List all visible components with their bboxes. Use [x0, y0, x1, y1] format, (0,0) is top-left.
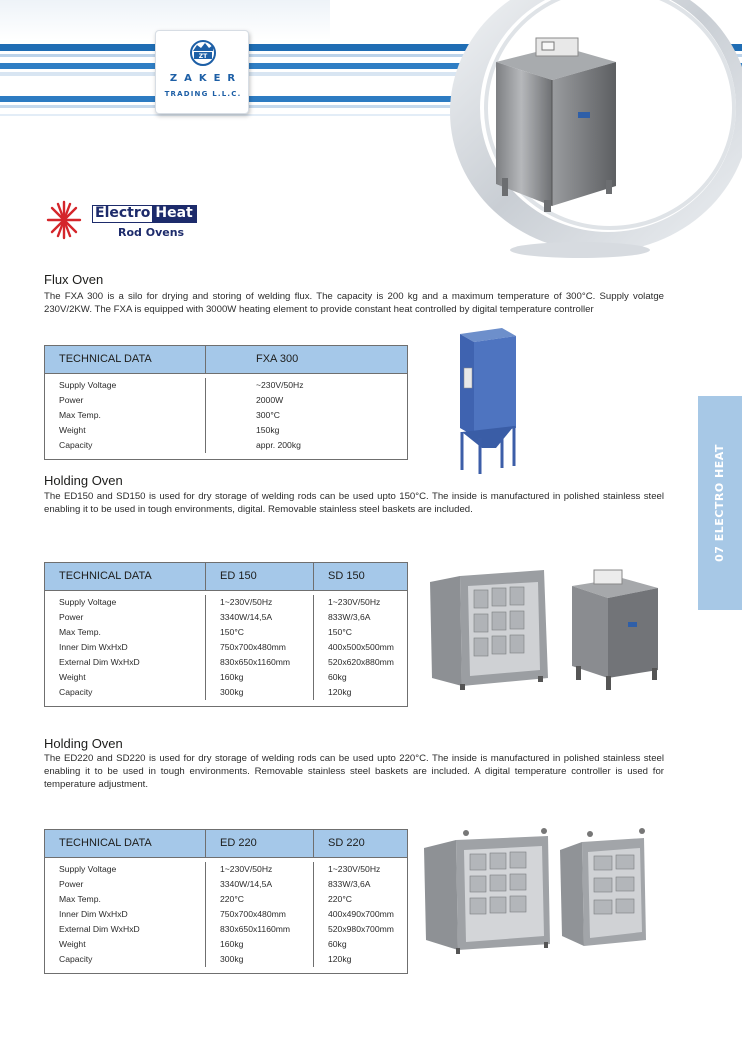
table-cell: 750x700x480mm	[220, 909, 286, 919]
table-cell: 3340W/14,5A	[220, 879, 273, 889]
table-cell: 150°C	[328, 627, 352, 637]
table-label: Capacity	[59, 440, 93, 450]
table-cell: 300kg	[220, 954, 244, 964]
table-cell: 1~230V/50Hz	[220, 864, 273, 874]
holding-oven-220-image	[422, 826, 662, 956]
table-value-column	[206, 595, 314, 700]
table-label: Inner Dim WxHxD	[59, 909, 128, 919]
table-cell: 833W/3,6A	[328, 612, 371, 622]
table-header	[45, 346, 407, 374]
table-label: Max Temp.	[59, 627, 101, 637]
table-cell: 150°C	[220, 627, 244, 637]
technical-data-table	[44, 345, 408, 460]
table-cell: 150kg	[256, 425, 280, 435]
table-cell: appr. 200kg	[256, 440, 301, 450]
table-cell: 1~230V/50Hz	[328, 597, 381, 607]
table-value-column	[314, 595, 407, 700]
table-cell: 750x700x480mm	[220, 642, 286, 652]
emblem-text: ZT	[198, 53, 208, 60]
table-cell: ~230V/50Hz	[256, 380, 304, 390]
table-cell: 1~230V/50Hz	[220, 597, 273, 607]
table-label: Power	[59, 612, 84, 622]
table-label: Max Temp.	[59, 894, 101, 904]
table-body	[45, 858, 407, 973]
table-cell: 830x650x1160mm	[220, 657, 291, 667]
chapter-label: 07 ELECTRO HEAT	[713, 444, 726, 562]
table-header-cell: SD 150	[328, 570, 365, 582]
table-label: Weight	[59, 939, 86, 949]
table-header-cell: ED 150	[206, 563, 314, 590]
section-description: The ED150 and SD150 is used for dry storage of welding rods can be used upto 150°C. The inside is manufactured in polished stainless steel enabling it to be used in tough environments, digital. Removable stainless steel baskets are included.	[44, 491, 664, 515]
table-cell: 300°C	[256, 410, 280, 420]
table-label: Supply Voltage	[59, 864, 117, 874]
snowflake-icon	[44, 198, 84, 242]
chapter-side-tab	[698, 396, 742, 610]
company-name: ZAKER	[169, 73, 243, 84]
table-cell: 160kg	[220, 672, 244, 682]
table-label: Supply Voltage	[59, 597, 117, 607]
table-label: Weight	[59, 425, 86, 435]
table-cell: 2000W	[256, 395, 284, 405]
brand-name-part1: Electro	[95, 205, 151, 221]
table-header	[45, 830, 407, 858]
table-cell: 400x500x500mm	[328, 642, 394, 652]
brand-wordmark	[92, 205, 197, 223]
brand-subtitle: Rod Ovens	[118, 226, 185, 239]
hero-oven-image	[440, 0, 742, 262]
holding-oven-150-image	[426, 566, 666, 696]
table-value-column	[206, 378, 407, 453]
table-cell: 120kg	[328, 687, 352, 697]
table-header-cell: TECHNICAL DATA	[45, 830, 206, 857]
table-label: Power	[59, 395, 84, 405]
company-subtitle: TRADING L.L.C.	[164, 90, 242, 98]
table-cell: 520x620x880mm	[328, 657, 394, 667]
table-body	[45, 591, 407, 706]
company-logo	[155, 30, 249, 114]
table-value-column	[314, 862, 407, 967]
table-label: Max Temp.	[59, 410, 101, 420]
table-header-cell: FXA 300	[256, 353, 299, 365]
section-description: The FXA 300 is a silo for drying and storing of welding flux. The capacity is 200 kg and a maximum temperature of 300°C. Supply volatge 230V/2KW. The FXA is equipped with 3000W heating element to provide constant heat controlled by digital temperature controller	[44, 291, 664, 315]
section-title: Holding Oven	[44, 736, 123, 751]
table-header	[45, 563, 407, 591]
table-label: Power	[59, 879, 84, 889]
table-cell: 833W/3,6A	[328, 879, 371, 889]
table-header-cell: TECHNICAL DATA	[45, 346, 206, 373]
table-cell: 60kg	[328, 672, 347, 682]
section-title: Flux Oven	[44, 272, 104, 287]
table-cell: 220°C	[328, 894, 352, 904]
brand-name-part2: Heat	[152, 206, 195, 222]
company-emblem-icon	[189, 39, 217, 67]
table-label: Supply Voltage	[59, 380, 117, 390]
table-cell: 1~230V/50Hz	[328, 864, 381, 874]
table-cell: 60kg	[328, 939, 347, 949]
table-label-column	[45, 378, 206, 453]
table-cell: 830x650x1160mm	[220, 924, 291, 934]
table-label: External Dim WxHxD	[59, 924, 140, 934]
table-cell: 400x490x700mm	[328, 909, 394, 919]
table-label: Capacity	[59, 687, 93, 697]
table-cell: 3340W/14,5A	[220, 612, 273, 622]
table-label-column	[45, 595, 206, 700]
table-cell: 160kg	[220, 939, 244, 949]
table-header-cell: SD 220	[328, 837, 365, 849]
table-cell: 220°C	[220, 894, 244, 904]
section-title: Holding Oven	[44, 473, 123, 488]
technical-data-table	[44, 829, 408, 974]
table-header-cell: TECHNICAL DATA	[45, 563, 206, 590]
technical-data-table	[44, 562, 408, 707]
table-cell: 300kg	[220, 687, 244, 697]
flux-oven-image	[452, 328, 524, 474]
electroheat-brand	[44, 198, 234, 246]
table-label-column	[45, 862, 206, 967]
section-description: The ED220 and SD220 is used for dry storage of welding rods can be used upto 220°C. The inside is manufactured in polished stainless steel enabling it to be used in tough environments. Removable stainless steel baskets are included. A digital temperature controller is used for temperature adjustment.	[44, 753, 664, 790]
table-label: Inner Dim WxHxD	[59, 642, 128, 652]
table-value-column	[206, 862, 314, 967]
table-header-cell: ED 220	[206, 830, 314, 857]
table-cell: 120kg	[328, 954, 352, 964]
table-label: Capacity	[59, 954, 93, 964]
table-label: Weight	[59, 672, 86, 682]
table-body	[45, 374, 407, 459]
table-cell: 520x980x700mm	[328, 924, 394, 934]
table-label: External Dim WxHxD	[59, 657, 140, 667]
